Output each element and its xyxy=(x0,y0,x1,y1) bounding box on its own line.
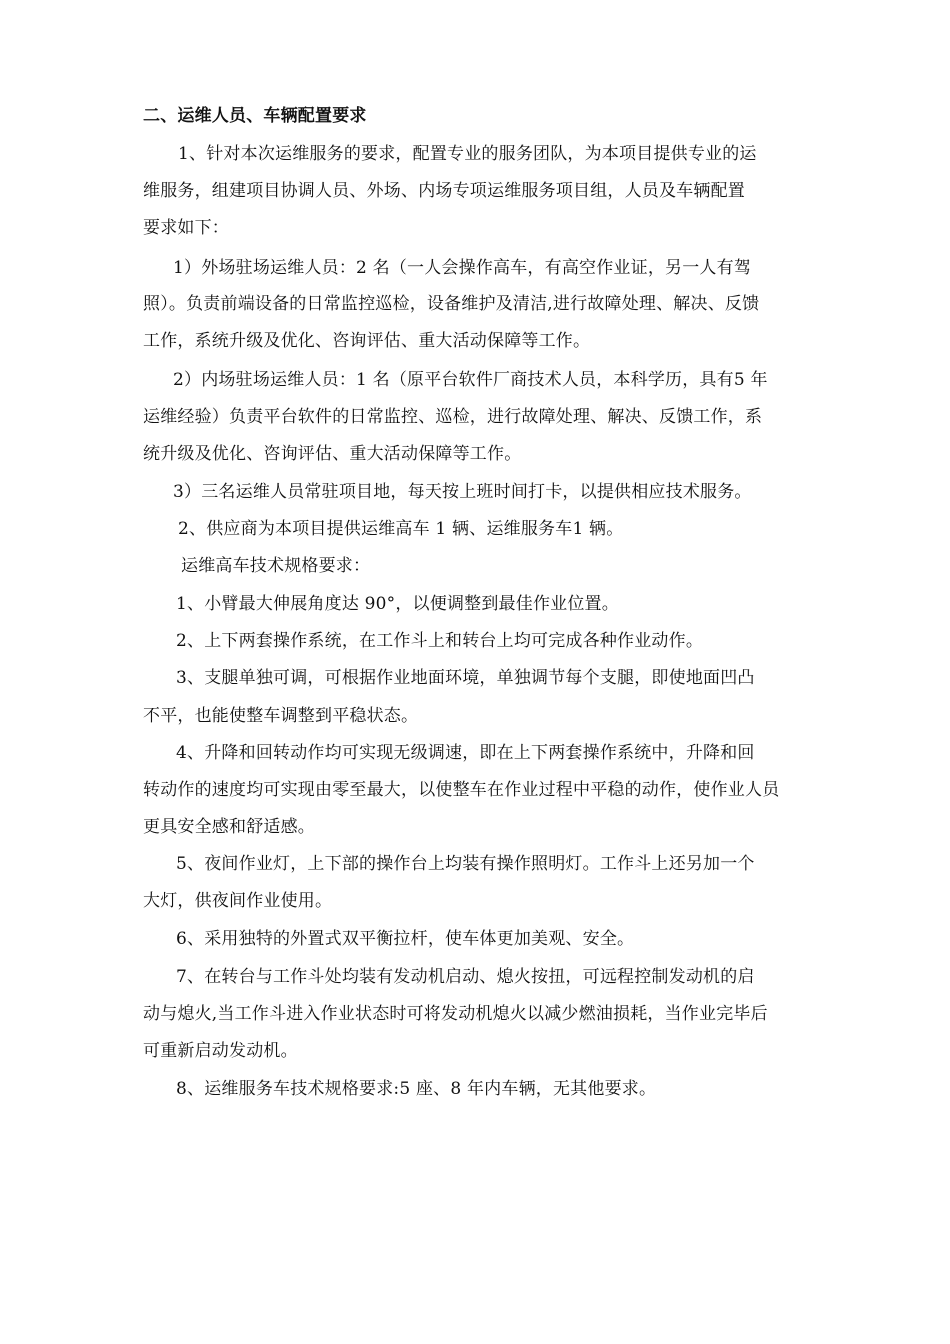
paragraph-line: 要求如下： xyxy=(143,218,229,238)
spec-item-line: 不平，也能使整车调整到平稳状态。 xyxy=(143,706,419,726)
list-item-line: 1）外场驻场运维人员：2 名（一人会操作高车，有高空作业证，另一人有驾 xyxy=(173,258,752,278)
spec-item-line: 大灯，供夜间作业使用。 xyxy=(143,891,333,911)
section-heading: 二、运维人员、车辆配置要求 xyxy=(143,106,367,126)
paragraph-line: 维服务，组建项目协调人员、外场、内场专项运维服务项目组，人员及车辆配置 xyxy=(143,181,745,201)
spec-item-line: 1、小臂最大伸展角度达 90°，以便调整到最佳作业位置。 xyxy=(176,594,619,614)
list-item-line: 统升级及优化、咨询评估、重大活动保障等工作。 xyxy=(143,444,522,464)
spec-item-line: 2、上下两套操作系统，在工作斗上和转台上均可完成各种作业动作。 xyxy=(176,631,704,651)
spec-item-line: 转动作的速度均可实现由零至最大，以使整车在作业过程中平稳的动作，使作业人员 xyxy=(143,780,780,800)
list-item-line: 运维经验）负责平台软件的日常监控、巡检，进行故障处理、解决、反馈工作，系 xyxy=(143,407,763,427)
spec-item-line: 6、采用独特的外置式双平衡拉杆，使车体更加美观、安全。 xyxy=(176,929,635,949)
spec-item-line: 5、夜间作业灯，上下部的操作台上均装有操作照明灯。工作斗上还另加一个 xyxy=(176,854,755,874)
list-item-line: 3）三名运维人员常驻项目地，每天按上班时间打卡，以提供相应技术服务。 xyxy=(173,482,752,502)
list-item-line: 照）。负责前端设备的日常监控巡检，设备维护及清洁,进行故障处理、解决、反馈 xyxy=(143,294,760,314)
spec-item-line: 4、升降和回转动作均可实现无级调速，即在上下两套操作系统中，升降和回 xyxy=(176,743,755,763)
spec-item-line: 7、在转台与工作斗处均装有发动机启动、熄火按扭，可远程控制发动机的启 xyxy=(176,967,755,987)
spec-item-line: 3、支腿单独可调，可根据作业地面环境，单独调节每个支腿，即使地面凹凸 xyxy=(176,668,755,688)
list-item-line: 工作，系统升级及优化、咨询评估、重大活动保障等工作。 xyxy=(143,331,591,351)
paragraph-line: 2、供应商为本项目提供运维高车 1 辆、运维服务车1 辆。 xyxy=(178,519,624,539)
spec-item-line: 8、运维服务车技术规格要求:5 座、8 年内车辆，无其他要求。 xyxy=(176,1079,657,1099)
list-item-line: 2）内场驻场运维人员：1 名（原平台软件厂商技术人员，本科学历，具有5 年 xyxy=(173,370,768,390)
spec-item-line: 更具安全感和舒适感。 xyxy=(143,817,315,837)
spec-item-line: 可重新启动发动机。 xyxy=(143,1041,298,1061)
spec-title: 运维高车技术规格要求： xyxy=(181,556,371,576)
paragraph-line: 1、针对本次运维服务的要求，配置专业的服务团队，为本项目提供专业的运 xyxy=(178,144,757,164)
spec-item-line: 动与熄火,当工作斗进入作业状态时可将发动机熄火以减少燃油损耗，当作业完毕后 xyxy=(143,1004,768,1024)
